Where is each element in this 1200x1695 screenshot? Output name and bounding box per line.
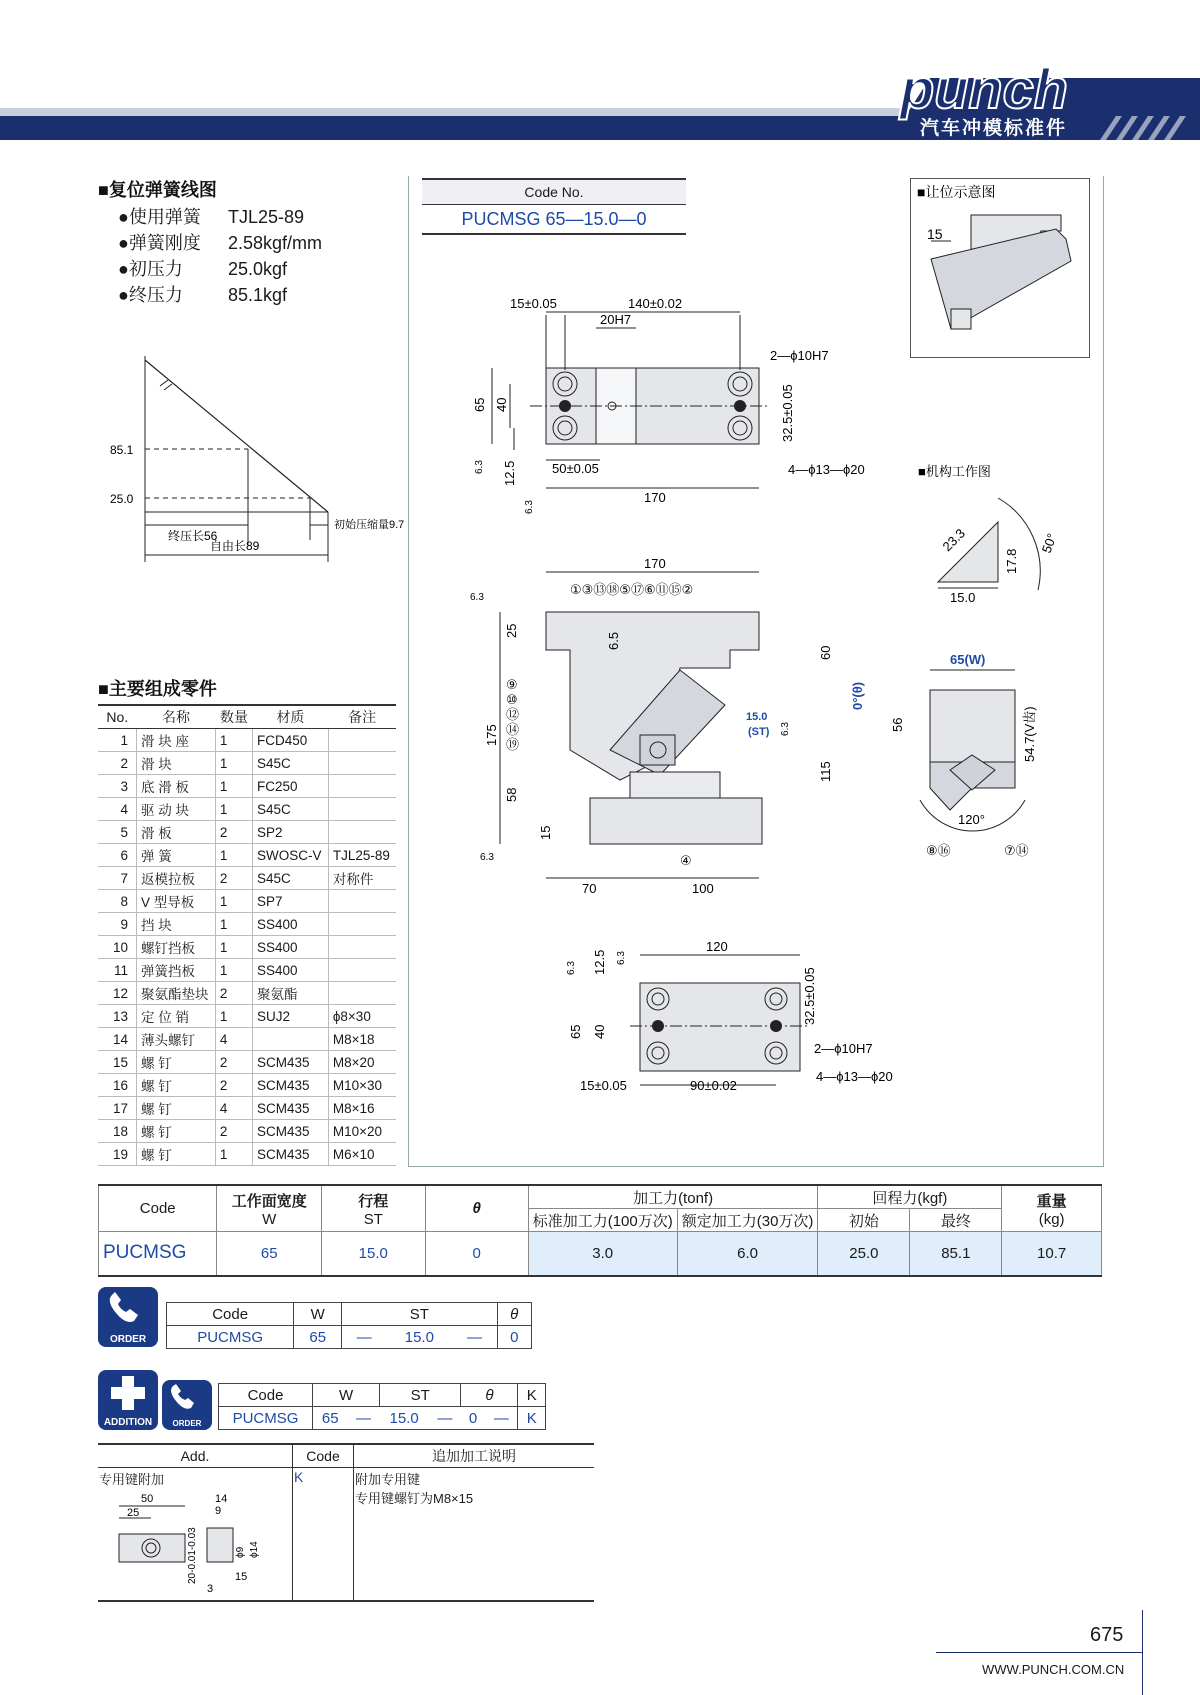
front-h175: 175 bbox=[484, 724, 499, 746]
svg-text:ϕ14: ϕ14 bbox=[249, 1541, 260, 1558]
table-row: 17 螺 钉 4 SCM435 M8×16 bbox=[98, 1097, 396, 1120]
addition-badge: ADDITION bbox=[98, 1370, 158, 1430]
spring-spec-list bbox=[118, 204, 322, 308]
spec-h-ret-init: 初始 bbox=[818, 1209, 910, 1232]
spec-header-row-1 bbox=[99, 1185, 1102, 1209]
spec-width: 65 bbox=[217, 1232, 322, 1276]
side-callout-2: ⑦⑭ bbox=[1004, 843, 1029, 858]
spec-data-row bbox=[99, 1232, 1102, 1276]
side-callout-1: ⑧⑯ bbox=[926, 843, 951, 858]
mechanism-d4: 15.0 bbox=[950, 590, 976, 605]
top-dim-3: 20H7 bbox=[600, 312, 632, 327]
spec-h-theta: θ bbox=[425, 1185, 528, 1232]
brand-name: punch bbox=[900, 58, 1068, 120]
bottom-rough-2: 6.3 bbox=[616, 951, 627, 965]
top-dim-4: 2—ϕ10H7 bbox=[770, 348, 829, 363]
front-w100: 100 bbox=[692, 881, 714, 896]
order-badge: ORDER bbox=[98, 1287, 158, 1347]
front-callout-4: ④ bbox=[680, 853, 692, 868]
svg-text:⑲: ⑲ bbox=[506, 737, 520, 752]
top-rough-1: 6.3 bbox=[474, 460, 485, 474]
brand-subtitle: 汽车冲模标准件 bbox=[920, 118, 1068, 139]
svg-text:3: 3 bbox=[207, 1583, 214, 1595]
bottom-h40: 40 bbox=[592, 1024, 607, 1039]
code-no-value: PUCMSG 65—15.0—0 bbox=[422, 205, 686, 235]
spec-h-stroke: 行程 ST bbox=[321, 1185, 425, 1232]
top-dim-5: 65 bbox=[472, 397, 487, 412]
svg-text:9: 9 bbox=[215, 1505, 222, 1517]
col-material: 材质 bbox=[253, 705, 329, 729]
col-note: 备注 bbox=[328, 705, 396, 729]
footer-url[interactable]: WWW.PUNCH.COM.CN bbox=[982, 1662, 1125, 1677]
bottom-h65: 65 bbox=[568, 1024, 583, 1039]
front-theta: 0°(θ) bbox=[850, 681, 865, 710]
table-row: 6 弹 簧 1 SWOSC-V TJL25-89 bbox=[98, 844, 396, 867]
spec-ret-final: 85.1 bbox=[910, 1232, 1002, 1276]
addition-name-cell bbox=[98, 1468, 293, 1602]
spec-h-code: Code bbox=[99, 1185, 217, 1232]
spec-theta: 0 bbox=[425, 1232, 528, 1276]
svg-text:15: 15 bbox=[235, 1571, 248, 1583]
spec-h-force-rated: 额定加工力(30万次) bbox=[677, 1209, 818, 1232]
svg-text:⑩: ⑩ bbox=[506, 692, 518, 707]
col-qty: 数量 bbox=[215, 705, 252, 729]
spec-force-rated: 6.0 bbox=[677, 1232, 818, 1276]
spec-h-ret-final: 最终 bbox=[910, 1209, 1002, 1232]
spec-stroke: 15.0 bbox=[321, 1232, 425, 1276]
bottom-pin: 2—ϕ10H7 bbox=[814, 1041, 873, 1056]
spec-h-return: 回程力(kgf) bbox=[818, 1185, 1002, 1209]
front-h25: 25 bbox=[504, 623, 519, 638]
spec-code: PUCMSG bbox=[99, 1232, 217, 1276]
spring-item: ●终压力 85.1kgf bbox=[118, 285, 288, 305]
phone-icon bbox=[162, 1380, 212, 1416]
bottom-rough-1: 6.3 bbox=[566, 961, 577, 975]
addition-row bbox=[98, 1468, 594, 1602]
table-row: 1 滑 块 座 1 FCD450 bbox=[98, 729, 396, 752]
table-row: 7 返模拉板 2 S45C 对称件 bbox=[98, 867, 396, 890]
top-rough-2: 6.3 bbox=[524, 500, 535, 514]
clearance-diagram bbox=[910, 178, 1090, 358]
addition-order-value-row: PUCMSG 65 — 15.0 — 0 — K bbox=[219, 1407, 546, 1430]
table-row: 19 螺 钉 1 SCM435 M6×10 bbox=[98, 1143, 396, 1166]
spring-item: ●初压力 25.0kgf bbox=[118, 259, 288, 279]
top-dim-11: 4—ϕ13—ϕ20 bbox=[788, 462, 865, 477]
plus-icon bbox=[98, 1370, 158, 1414]
order-value-row: PUCMSG 65 — 15.0 — 0 bbox=[167, 1326, 532, 1349]
spec-weight: 10.7 bbox=[1002, 1232, 1102, 1276]
spec-h-width: 工作面宽度 W bbox=[217, 1185, 322, 1232]
spring-y-low: 25.0 bbox=[110, 492, 134, 506]
spring-free-length: 自由长89 bbox=[210, 539, 260, 553]
mechanism-title: ■机构工作图 bbox=[918, 464, 991, 479]
front-h115: 115 bbox=[818, 761, 833, 782]
top-dim-10: 50±0.05 bbox=[552, 461, 599, 476]
phone-icon bbox=[98, 1287, 158, 1331]
table-row: 12 聚氨酯垫块 2 聚氨酯 bbox=[98, 982, 396, 1005]
addition-desc: 附加专用键 专用键螺钉为M8×15 bbox=[354, 1468, 595, 1602]
spec-force-std: 3.0 bbox=[528, 1232, 677, 1276]
table-row: 13 定 位 销 1 SUJ2 ϕ8×30 bbox=[98, 1005, 396, 1028]
svg-text:⑨: ⑨ bbox=[506, 677, 518, 692]
col-name: 名称 bbox=[137, 705, 216, 729]
front-stroke: 15.0 bbox=[746, 711, 768, 723]
spec-h-force-std: 标准加工力(100万次) bbox=[528, 1209, 677, 1232]
side-angle: 120° bbox=[958, 812, 985, 827]
svg-text:25: 25 bbox=[127, 1507, 140, 1519]
side-width: 65(W) bbox=[950, 652, 986, 667]
table-row: 8 V 型导板 1 SP7 bbox=[98, 890, 396, 913]
table-row: 10 螺钉挡板 1 SS400 bbox=[98, 936, 396, 959]
spec-h-force: 加工力(tonf) bbox=[528, 1185, 818, 1209]
table-row: 14 薄头螺钉 4 M8×18 bbox=[98, 1028, 396, 1051]
front-callouts-left bbox=[506, 677, 519, 752]
front-h60: 60 bbox=[818, 645, 833, 660]
table-row: 2 滑 块 1 S45C bbox=[98, 752, 396, 775]
addition-order-badge: ORDER bbox=[162, 1380, 212, 1430]
spec-ret-init: 25.0 bbox=[818, 1232, 910, 1276]
table-row: 9 挡 块 1 SS400 bbox=[98, 913, 396, 936]
table-row: 3 底 滑 板 1 FC250 bbox=[98, 775, 396, 798]
top-dim-6: 40 bbox=[494, 397, 509, 412]
front-w70: 70 bbox=[582, 881, 597, 896]
brand-logo bbox=[870, 58, 1200, 140]
bottom-d15: 15±0.05 bbox=[580, 1078, 627, 1093]
mechanism-d1: 23.3 bbox=[939, 525, 969, 555]
spring-final-length: 终压长56 bbox=[168, 529, 218, 543]
addition-header-row: Add. Code 追加加工说明 bbox=[98, 1444, 594, 1468]
parts-table bbox=[98, 704, 396, 1166]
spring-item: ●弹簧刚度 2.58kgf/mm bbox=[118, 233, 323, 253]
front-rough-top: 6.3 bbox=[470, 592, 484, 603]
order-table bbox=[166, 1302, 532, 1349]
side-view-drawing bbox=[880, 650, 1080, 865]
side-h56: 56 bbox=[890, 717, 905, 732]
spring-section-title: ■复位弹簧线图 bbox=[98, 180, 217, 200]
top-dim-8: 12.5 bbox=[502, 460, 517, 486]
svg-text:⑭: ⑭ bbox=[506, 722, 520, 737]
table-row: 15 螺 钉 2 SCM435 M8×20 bbox=[98, 1051, 396, 1074]
svg-text:⑫: ⑫ bbox=[506, 707, 520, 722]
top-dim-1: 15±0.05 bbox=[510, 296, 557, 311]
parts-header-row bbox=[98, 705, 396, 729]
front-view-drawing bbox=[470, 550, 870, 900]
bottom-d90: 90±0.02 bbox=[690, 1078, 737, 1093]
page-number: 675 bbox=[1090, 1624, 1124, 1646]
svg-text:ϕ9: ϕ9 bbox=[235, 1546, 246, 1558]
footer-divider bbox=[1142, 1610, 1143, 1695]
addition-order-header-row: Code W ST θ K bbox=[219, 1384, 546, 1407]
footer-rule bbox=[936, 1652, 1142, 1653]
addition-order-table bbox=[218, 1383, 546, 1430]
bottom-view-drawing bbox=[560, 935, 920, 1105]
mechanism-diagram bbox=[918, 462, 1098, 612]
front-h58: 58 bbox=[504, 787, 519, 802]
top-dim-13: 170 bbox=[644, 490, 666, 505]
code-no-header: Code No. bbox=[422, 178, 686, 205]
front-h65: 6.5 bbox=[606, 631, 621, 650]
side-h547: 54.7(V齿) bbox=[1022, 706, 1037, 762]
addition-name: 专用键附加 bbox=[99, 1472, 165, 1487]
bottom-h125: 12.5 bbox=[592, 949, 607, 975]
col-no: No. bbox=[98, 705, 137, 729]
svg-text:50: 50 bbox=[141, 1493, 154, 1505]
clearance-title: ■让位示意图 bbox=[917, 184, 996, 200]
parts-section-title: ■主要组成零件 bbox=[98, 679, 217, 699]
table-row: 4 驱 动 块 1 S45C bbox=[98, 798, 396, 821]
bottom-w120: 120 bbox=[706, 939, 728, 954]
spec-table bbox=[98, 1184, 1102, 1277]
spring-initial-compression: 初始压缩量9.7 bbox=[334, 519, 405, 531]
spring-y-high: 85.1 bbox=[110, 443, 134, 457]
table-row: 18 螺 钉 2 SCM435 M10×20 bbox=[98, 1120, 396, 1143]
svg-text:20-0.01-0.03: 20-0.01-0.03 bbox=[187, 1527, 198, 1584]
order-header-row: Code W ST θ bbox=[167, 1303, 532, 1326]
front-h15: 15 bbox=[538, 825, 553, 840]
front-callouts-top: ①③⑬⑱⑤⑰⑥⑪⑮② bbox=[570, 582, 694, 597]
clearance-dim: 15 bbox=[927, 226, 943, 242]
bottom-holes: 4—ϕ13—ϕ20 bbox=[816, 1069, 893, 1084]
front-rough-mid: 6.3 bbox=[780, 722, 791, 736]
addition-code: K bbox=[293, 1468, 354, 1602]
bottom-h325: 32.5±0.05 bbox=[802, 967, 817, 1025]
top-dim-7: 32.5±0.05 bbox=[780, 384, 795, 442]
front-width: 170 bbox=[644, 556, 666, 571]
addition-table bbox=[98, 1443, 594, 1602]
key-diagram bbox=[99, 1488, 289, 1596]
spring-item: ●使用弹簧 TJL25-89 bbox=[118, 207, 305, 227]
table-row: 5 滑 板 2 SP2 bbox=[98, 821, 396, 844]
spring-diagram bbox=[100, 350, 410, 570]
mechanism-d2: 17.8 bbox=[1004, 548, 1019, 574]
front-rough-bottom: 6.3 bbox=[480, 852, 494, 863]
svg-text:14: 14 bbox=[215, 1493, 228, 1505]
spec-h-weight: 重量 (kg) bbox=[1002, 1185, 1102, 1232]
table-row: 16 螺 钉 2 SCM435 M10×30 bbox=[98, 1074, 396, 1097]
mechanism-d3: 50° bbox=[1038, 531, 1060, 556]
top-view-drawing bbox=[470, 290, 870, 520]
front-stroke-label: (ST) bbox=[748, 726, 770, 738]
table-row: 11 弹簧挡板 1 SS400 bbox=[98, 959, 396, 982]
top-dim-2: 140±0.02 bbox=[628, 296, 683, 311]
